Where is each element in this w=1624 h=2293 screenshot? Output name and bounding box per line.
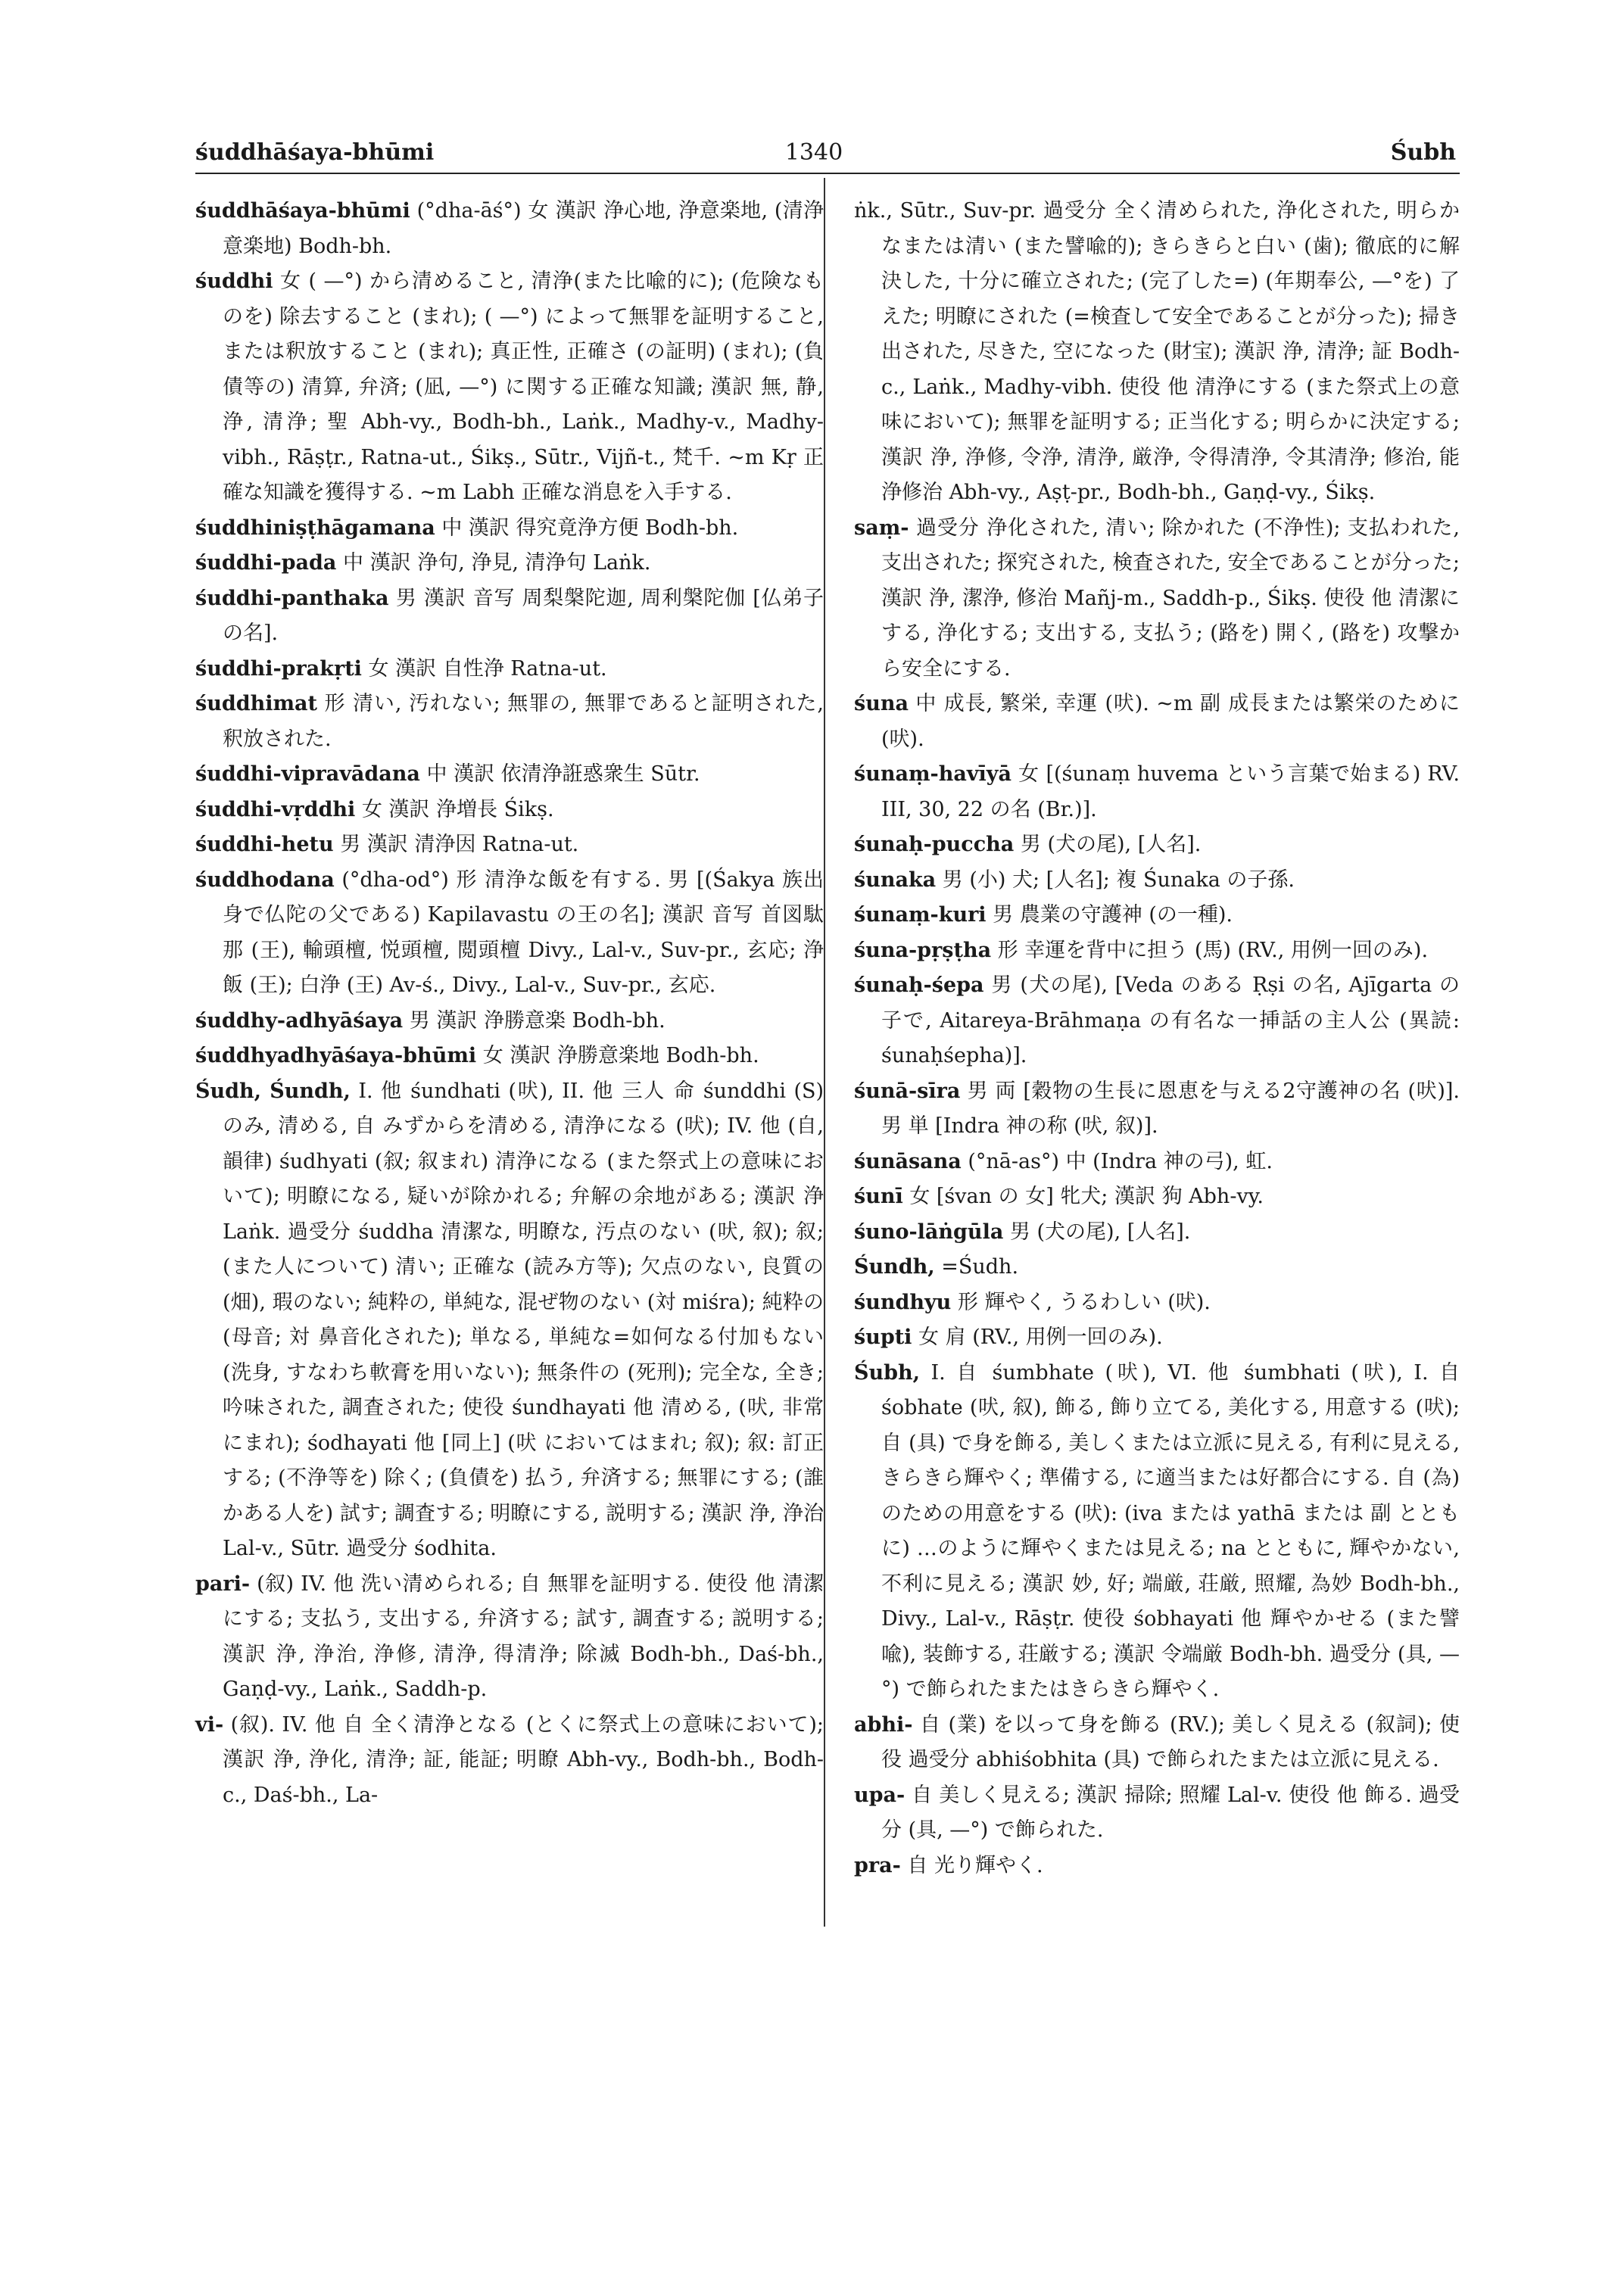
column-divider: [824, 178, 825, 1927]
entry-headword: śuddhyadhyāśaya-bhūmi: [195, 1044, 477, 1067]
entry-headword: pari-: [195, 1572, 251, 1596]
entry-3: [195, 546, 824, 581]
entry-headword: śuddhy-adhyāśaya: [195, 1008, 404, 1033]
header-rule: [195, 173, 1460, 174]
entry-headword: saṃ-: [854, 516, 909, 540]
left-column: [195, 194, 824, 1813]
entry-body: I. 他 śundhati (吠), II. 他 三人 命 śunddhi (S) のみ, 清める, 自 みずからを清める, 清浄になる (吠); IV. 他 (自, 韻律) śudhyati (叙; 叙まれ) 清浄になる (また祭式上の意味において); 明瞭になる, 疑いが除かれる; 弁解の余地がある; 漢訳 浄 Laṅk. 過受分 śuddha 清潔な, 明瞭な, 汚点のない (吠, 叙); 叙; (また人について) 清い; 正確な (読み方等); 欠点のない, 良質の (畑), 瑕のない; 純粋の, 単純な, 混ぜ物のない (対 miśra); 純粋の (母音; 対 鼻音化された); 単なる, 単純な=如何なる付加もない (洗身, すなわち軟膏を用いない); 無条件の (死刑); 完全な, 全き; 吟味された, 調査された; 使役 śundhayati 他 清める, (吠, 非常にまれ); śodhayati 他 [同上] (吠 においてはまれ; 叙); 叙: 訂正する; (不浄等を) 除く; (負債を) 払う, 弁済する; 無罪にする; (誰かある人を) 試す; 調査する; 明瞭にする, 説明する; 漢訳 浄, 浄治 Lal-v., Sūtr. 過受分 śodhita.: [223, 1079, 824, 1560]
entry-body: 女 漢訳 浄勝意楽地 Bodh-bh.: [482, 1044, 759, 1067]
entry-0: [195, 194, 824, 264]
entry-body: 中 成長, 繁栄, 幸運 (吠). ~m 副 成長または繁栄のために (吠).: [881, 692, 1460, 751]
entry-headword: śuddhi: [195, 269, 273, 293]
entry-17: [854, 1708, 1460, 1778]
entry-body: 男 (犬の尾), [Veda のある Ṛṣi の名, Ajīgarta の子で, Aitareya-Brāhmaṇa の有名な一挿話の主人公 (異読: śunaḥśepha)].: [881, 974, 1460, 1067]
entry-2: [195, 511, 824, 547]
entry-body: 男 漢訳 清浄因 Ratna-ut.: [340, 833, 579, 856]
entry-headword: śunaka: [854, 868, 937, 892]
entry-headword: śuno-lāṅgūla: [854, 1220, 1004, 1244]
entry-body: 自 (業) を以って身を飾る (RV.); 美しく見える (叙詞); 使役 過受分 abhiśobhita (具) で飾られたまたは立派に見える.: [881, 1712, 1460, 1771]
entry-headword: abhi-: [854, 1712, 913, 1737]
entry-headword: Śundh,: [854, 1255, 935, 1279]
right-column: [854, 194, 1460, 1883]
entry-14: [195, 1567, 824, 1708]
entry-body: (°dha-āś°) 女 漢訳 浄心地, 浄意楽地, (清浄意楽地) Bodh-bh.: [223, 199, 824, 258]
entry-headword: vi-: [195, 1712, 224, 1737]
entry-headword: śunāsana: [854, 1149, 962, 1173]
entry-7: [195, 757, 824, 793]
entry-5: [195, 652, 824, 687]
entry-8: [854, 968, 1460, 1074]
entry-1: [195, 264, 824, 511]
entry-headword: śundhyu: [854, 1290, 952, 1314]
entry-body: (°nā-as°) 中 (Indra 神の弓), 虹.: [968, 1149, 1273, 1173]
entry-body: 女 漢訳 浄増長 Śikṣ.: [361, 797, 554, 821]
entry-headword: śunaḥ-puccha: [854, 833, 1015, 856]
entry-10: [195, 863, 824, 1004]
entry-13: [854, 1250, 1460, 1285]
entry-headword: śuddhi-hetu: [195, 833, 334, 856]
entry-12: [195, 1039, 824, 1074]
entry-body: 形 幸運を背中に担う (馬) (RV., 用例一回のみ).: [997, 938, 1429, 962]
entry-headword: śunā-sīra: [854, 1079, 961, 1103]
entry-body: 男 (小) 犬; [人名]; 複 Śunaka の子孫.: [942, 868, 1295, 892]
entry-body: 男 漢訳 音写 周梨槃陀迦, 周利槃陀伽 [仏弟子の名].: [223, 586, 824, 645]
entry-9: [195, 827, 824, 863]
entry-headword: śuna-pṛṣṭha: [854, 938, 992, 962]
entry-18: [854, 1778, 1460, 1849]
entry-body: 中 漢訳 依清浄誑惑衆生 Sūtr.: [426, 762, 700, 786]
running-head-left: śuddhāśaya-bhūmi: [195, 139, 435, 166]
entry-10: [854, 1145, 1460, 1180]
entry-6: [854, 898, 1460, 933]
entry-headword: śuddhi-vṛddhi: [195, 797, 356, 821]
entry-headword: śunī: [854, 1185, 903, 1208]
entry-3: [854, 757, 1460, 827]
entry-headword: śunaṃ-havīyā: [854, 762, 1011, 786]
entry-headword: śuddhiniṣṭhāgamana: [195, 516, 435, 540]
entry-body: 自 光り輝やく.: [907, 1853, 1043, 1877]
entry-12: [854, 1215, 1460, 1251]
entry-5: [854, 863, 1460, 899]
entry-19: [854, 1849, 1460, 1884]
entry-body: (°dha-od°) 形 清浄な飯を有する. 男 [(Śakya 族出身で仏陀の父である) Kapilavastu の王の名]; 漢訳 音写 首図駄那 (王), 輸頭檀, 悦頭檀, 閲頭檀 Divy., Lal-v., Suv-pr., 玄応; 浄飯 (王); 白浄 (王) Av-ś., Divy., Lal-v., Suv-pr., 玄応.: [223, 868, 824, 997]
entry-headword: śuddhimat: [195, 692, 318, 715]
entry-13: [195, 1074, 824, 1567]
entry-body: 男 (犬の尾), [人名].: [1020, 833, 1202, 856]
entry-8: [195, 793, 824, 828]
entry-11: [854, 1179, 1460, 1215]
entry-body: 女 [(śunaṃ huvema という言葉で始まる) RV. III, 30, 22 の名 (Br.)].: [881, 762, 1460, 821]
entry-body: 中 漢訳 得究竟浄方便 Bodh-bh.: [441, 516, 739, 540]
entry-headword: śuddhāśaya-bhūmi: [195, 199, 410, 223]
entry-headword: śuddhi-vipravādana: [195, 762, 420, 786]
entry-headword: upa-: [854, 1783, 906, 1807]
entry-14: [854, 1285, 1460, 1321]
entry-2: [854, 687, 1460, 757]
entry-11: [195, 1004, 824, 1039]
entry-body: 中 漢訳 浄句, 浄見, 清浄句 Laṅk.: [343, 551, 651, 575]
entry-body: (叙). IV. 他 自 全く清浄となる (とくに祭式上の意味において); 漢訳 浄, 浄化, 清浄; 証, 能証; 明瞭 Abh-vy., Bodh-bh., Bodh-c., Daś-bh., La-: [223, 1712, 824, 1807]
entry-body: 女 [śvan の 女] 牝犬; 漢訳 狗 Abh-vy.: [909, 1185, 1264, 1208]
entry-16: [854, 1356, 1460, 1708]
entry-body: I. 自 śumbhate (吠), VI. 他 śumbhati (吠), I. 自 śobhate (吠, 叙), 飾る, 飾り立てる, 美化する, 用意する (吠); 自 (具) で身を飾る, 美しくまたは立派に見える, 有利に見える, きらきら輝やく; 準備する, に適当または好都合にする. 自 (為) のための用意をする (吠): (iva または yathā または 副 とともに) …のように輝やくまたは見える; na とともに, 輝やかない, 不利に見える; 漢訳 妙, 好; 端厳, 荘厳, 照耀, 為妙 Bodh-bh., Divy., Lal-v., Rāṣṭr. 使役 śobhayati 他 輝やかせる (また譬喩), 装飾する, 荘厳する; 漢訳 令端厳 Bodh-bh. 過受分 (具, —°) で飾られたまたはきらきら輝やく.: [881, 1360, 1460, 1701]
entry-15: [195, 1708, 824, 1814]
entry-body: 形 輝やく, うるわしい (吠).: [957, 1290, 1211, 1314]
entry-continuation: [854, 194, 1460, 511]
entry-body: (叙) IV. 他 洗い清められる; 自 無罪を証明する. 使役 他 清潔にする; 支払う, 支出する, 弁済する; 試す, 調査する; 説明する; 漢訳 浄, 浄治, 浄修, 清浄, 得清浄; 除滅 Bodh-bh., Daś-bh., Gaṇḍ-vy., Laṅk., Saddh-p.: [223, 1572, 824, 1701]
entry-6: [195, 687, 824, 757]
entry-body: 過受分 浄化された, 清い; 除かれた (不浄性); 支払われた, 支出された; 探究された, 検査された, 安全であることが分った; 漢訳 浄, 潔浄, 修治 Mañj-m., Saddh-p., Śikṣ. 使役 他 清潔にする, 浄化する; 支出する, 支払う; (路を) 開く, (路を) 攻撃から安全にする.: [881, 516, 1460, 681]
running-head-right: Śubh: [1390, 139, 1456, 166]
entry-body: 女 肩 (RV., 用例一回のみ).: [918, 1326, 1163, 1349]
entry-headword: pra-: [854, 1853, 901, 1877]
entry-headword: śuddhi-pada: [195, 551, 337, 575]
entry-1: [854, 511, 1460, 687]
entry-headword: śuna: [854, 692, 909, 715]
entry-headword: śunaṃ-kuri: [854, 903, 987, 927]
entry-headword: śuddhodana: [195, 868, 335, 892]
entry-body: 自 美しく見える; 漢訳 掃除; 照耀 Lal-v. 使役 他 飾る. 過受分 (具, —°) で飾られた.: [881, 1783, 1460, 1842]
entry-body: ṅk., Sūtr., Suv-pr. 過受分 全く清められた, 浄化された, 明らかなまたは清い (また譬喩的); きらきらと白い (歯); 徹底的に解決した, 十分に確立された; (完了した=) (年期奉公, —°を) 了えた; 明瞭にされた (=検査して安全であることが分った); 掃き出された, 尽きた, 空になった (財宝); 漢訳 浄, 清浄; 証 Bodh-c., Laṅk., Madhy-vibh. 使役 他 清浄にする (また祭式上の意味において); 無罪を証明する; 正当化する; 明らかに決定する; 漢訳 浄, 浄修, 令浄, 清浄, 厳浄, 令得清浄, 令其清浄; 修治, 能浄修治 Abh-vy., Aṣṭ-pr., Bodh-bh., Gaṇḍ-vy., Śikṣ.: [854, 199, 1460, 504]
page-number: 1340: [784, 139, 843, 166]
entry-headword: śunaḥ-śepa: [854, 974, 984, 997]
entry-body: 女 ( —°) から清めること, 清浄(また比喩的に); (危険なものを) 除去すること (まれ); ( —°) によって無罪を証明すること, または釈放すること (まれ); 真正性, 正確さ (の証明) (まれ); (負債等の) 清算, 弁済; (凪, —°) に関する正確な知識; 漢訳 無, 静, 浄, 清浄; 聖 Abh-vy., Bodh-bh., Laṅk., Madhy-v., Madhy-vibh., Rāṣṭr., Ratna-ut., Śikṣ., Sūtr., Vijñ-t., 梵千. ~m Kṛ 正確な知識を獲得する. ~m Labh 正確な消息を入手する.: [223, 269, 824, 504]
entry-headword: śupti: [854, 1326, 912, 1349]
entry-15: [854, 1320, 1460, 1356]
entry-body: 男 農業の守護神 (の一種).: [993, 903, 1233, 927]
entry-body: 男 (犬の尾), [人名].: [1009, 1220, 1191, 1244]
entry-body: 男 両 [穀物の生長に恩恵を与える2守護神の名 (吠)]. 男 単 [Indra 神の称 (吠, 叙)].: [881, 1079, 1460, 1138]
entry-headword: Śudh, Śundh,: [195, 1079, 351, 1103]
entry-body: 男 漢訳 浄勝意楽 Bodh-bh.: [409, 1008, 665, 1033]
entry-headword: śuddhi-prakṛti: [195, 656, 362, 681]
entry-body: 形 清い, 汚れない; 無罪の, 無罪であると証明された, 釈放された.: [223, 692, 824, 751]
entry-headword: Śubh,: [854, 1360, 921, 1385]
entry-body: 女 漢訳 自性浄 Ratna-ut.: [368, 656, 607, 681]
entry-4: [854, 827, 1460, 863]
entry-9: [854, 1074, 1460, 1145]
entry-headword: śuddhi-panthaka: [195, 586, 389, 610]
entry-7: [854, 933, 1460, 969]
entry-4: [195, 581, 824, 652]
entry-body: =Śudh.: [941, 1255, 1019, 1279]
